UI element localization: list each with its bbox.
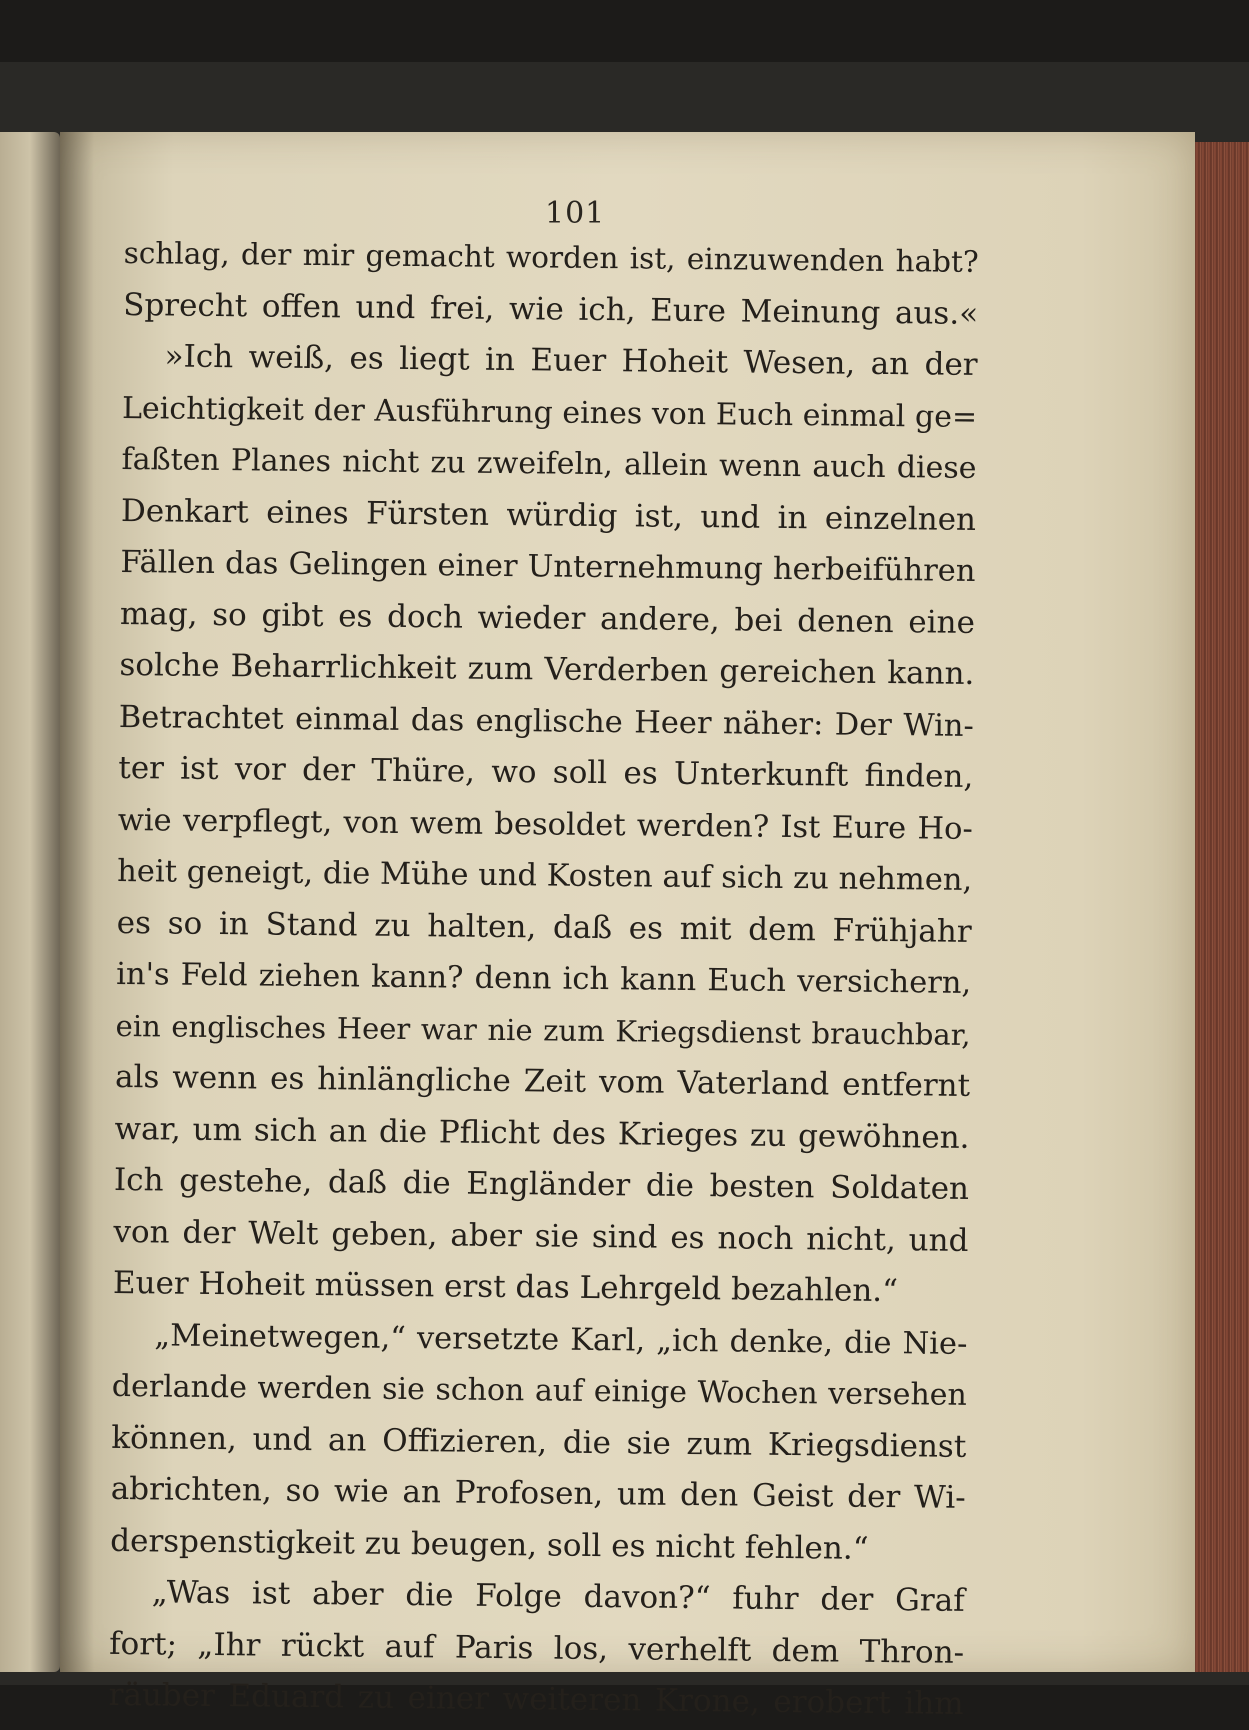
text-line: Denkart eines Fürsten würdig ist, und in einzelnen — [120, 492, 977, 538]
text-line: ter ist vor der Thüre, wo soll es Unterkunft finden, — [118, 749, 974, 795]
text-line: war, um sich an die Pflicht des Krieges zu gewöhnen. — [114, 1110, 970, 1156]
text-line: von der Welt geben, aber sie sind es noch nicht, und — [113, 1213, 969, 1259]
page-number: 101 — [545, 196, 606, 231]
text-line: mag, so gibt es doch wieder andere, bei denen eine — [119, 595, 976, 641]
text-line: Fällen das Gelingen einer Unternehmung herbeiführen — [120, 544, 976, 589]
body-text — [108, 228, 979, 1730]
text-line: »Ich weiß, es liegt in Euer Hoheit Wesen, an der — [164, 338, 978, 383]
text-line: in's Feld ziehen kann? denn ich kann Euch versichern, — [115, 956, 972, 1001]
text-line: als wenn es hinlängliche Zeit vom Vaterland entfernt — [114, 1058, 971, 1104]
text-line: Ich gestehe, daß die Engländer die besten Soldaten — [113, 1161, 970, 1207]
text-line: räuber Eduard zu einer weiteren Krone, erobert ihm — [108, 1676, 964, 1722]
text-line: „Meinetwegen,“ versetzte Karl, „ich denke, die Nie- — [154, 1317, 968, 1362]
text-line: Betrachtet einmal das englische Heer näher: Der Win- — [118, 699, 975, 744]
text-line: solche Beharrlichkeit zum Verderben gereichen kann. — [119, 646, 975, 692]
text-line: Euer Hoheit müssen erst das Lehrgeld bezahlen.“ — [112, 1264, 899, 1310]
text-line: heit geneigt, die Mühe und Kosten auf sich zu nehmen, — [117, 853, 973, 898]
text-line: schlag, der mir gemacht worden ist, einzuwenden habt? — [123, 235, 979, 279]
text-line: ein englisches Heer war nie zum Kriegsdienst brauchbar, — [115, 1008, 971, 1052]
text-line: faßten Planes nicht zu zweifeln, allein wenn auch diese — [121, 441, 977, 486]
text-line: derspenstigkeit zu beugen, soll es nicht fehlen.“ — [110, 1522, 869, 1567]
text-line: können, und an Offizieren, die sie zum Kriegsdienst — [111, 1419, 967, 1465]
text-line: Leichtigkeit der Ausführung eines von Euch einmal ge= — [121, 390, 978, 435]
text-line: fort; „Ihr rückt auf Paris los, verhelft dem Thron- — [108, 1625, 965, 1671]
text-line: wie verpflegt, von wem besoldet werden? Ist Eure Ho- — [117, 802, 973, 847]
text-line: „Was ist aber die Folge davon?“ fuhr der Graf — [151, 1574, 965, 1619]
text-line: Sprecht offen und frei, wie ich, Eure Meinung aus.« — [123, 286, 979, 332]
text-line: es so in Stand zu halten, daß es mit dem Frühjahr — [116, 904, 972, 950]
text-line: abrichten, so wie an Profosen, um den Geist der Wi- — [110, 1470, 966, 1516]
text-line: derlande werden sie schon auf einige Wochen versehen — [111, 1368, 968, 1413]
page-block-edges — [1195, 142, 1249, 1672]
left-page-edge — [0, 132, 60, 1672]
